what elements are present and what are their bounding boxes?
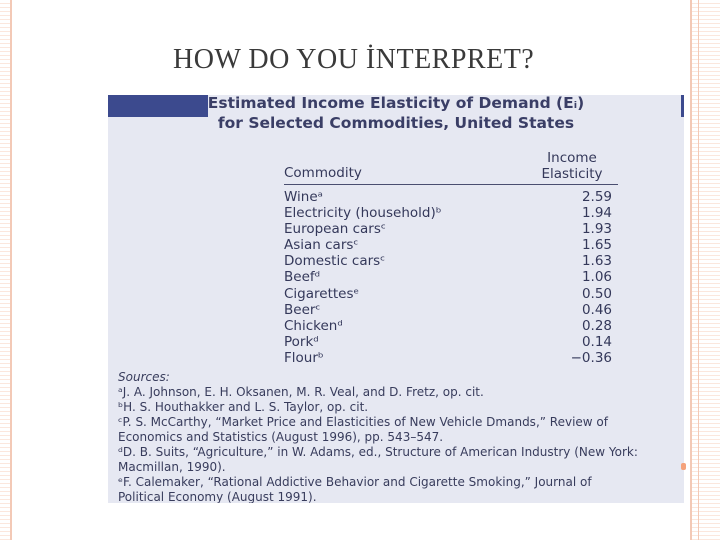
elasticity-cell: 0.50 [581,285,612,302]
header-rule [284,184,618,185]
sources-notes [118,370,678,503]
column-header-commodity: Commodity [284,165,362,181]
table-row [284,205,618,221]
commodity-cell: Electricity (household)ᵇ [284,205,442,222]
elasticity-cell: 1.93 [581,221,612,238]
elasticity-cell: 1.94 [581,205,612,222]
commodity-cell: European carsᶜ [284,221,386,238]
commodity-cell: Chickenᵈ [284,317,343,334]
commodity-cell: Porkᵈ [284,333,319,350]
source-note-c-line-1: ᶜP. S. McCarthy, “Market Price and Elasticities of New Vehicle Dmands,” Review of [118,415,608,429]
commodity-cell: Flourᵇ [284,349,324,366]
source-note-b: ᵇH. S. Houthakker and L. S. Taylor, op. cit. [118,400,369,414]
source-note-d-line-2: Macmillan, 1990). [118,460,226,474]
column-header-elasticity-line-2: Elasticity [541,166,603,182]
elasticity-cell: 2.59 [581,189,612,205]
table-title-line-1: Estimated Income Elasticity of Demand (Eᵢ) [207,95,585,112]
table-body [284,189,618,366]
source-note-c-line-2: Economics and Statistics (August 1996), pp. 543–547. [118,430,444,444]
source-note-d-line-1: ᵈD. B. Suits, “Agriculture,” in W. Adams, ed., Structure of American Industry (New York: [118,445,638,459]
column-header-income-elasticity [528,150,616,182]
elasticity-cell: −0.36 [570,349,612,366]
slide-border-right [690,0,720,540]
commodity-cell: Wineᵃ [284,189,323,205]
commodity-cell: Beefᵈ [284,269,321,286]
slide-title: HOW DO YOU İNTERPRET? [173,44,535,75]
commodity-cell: Cigarettesᵉ [284,285,360,302]
table-row [284,237,618,253]
table-row [284,302,618,318]
slide-border-left [0,0,12,540]
source-note-a: ᵃJ. A. Johnson, E. H. Oksanen, M. R. Veal, and D. Fretz, op. cit. [118,385,484,399]
sources-heading: Sources: [118,370,170,384]
table-row [284,189,618,205]
table-row [284,221,618,237]
column-header-elasticity-line-1: Income [547,150,597,166]
elasticity-cell: 0.28 [581,317,612,334]
commodity-cell: Asian carsᶜ [284,237,359,254]
table-row [284,286,618,302]
table-image [108,95,684,503]
source-note-e-line-1: ᵉF. Calemaker, “Rational Addictive Behavior and Cigarette Smoking,” Journal of [118,475,592,489]
table-row [284,269,618,285]
table-row [284,318,618,334]
elasticity-cell: 0.46 [581,301,612,318]
slide-marker [681,463,686,470]
source-note-e-line-2: Political Economy (August 1991). [118,490,317,503]
elasticity-cell: 1.06 [581,269,612,286]
elasticity-cell: 1.65 [581,237,612,254]
table-row [284,334,618,350]
commodity-cell: Domestic carsᶜ [284,253,386,270]
table-row [284,253,618,269]
table-title-line-2: for Selected Commodities, United States [217,114,575,132]
commodity-cell: Beerᶜ [284,301,321,318]
elasticity-cell: 0.14 [581,333,612,350]
table-row [284,350,618,366]
elasticity-cell: 1.63 [581,253,612,270]
table-title [108,95,684,133]
